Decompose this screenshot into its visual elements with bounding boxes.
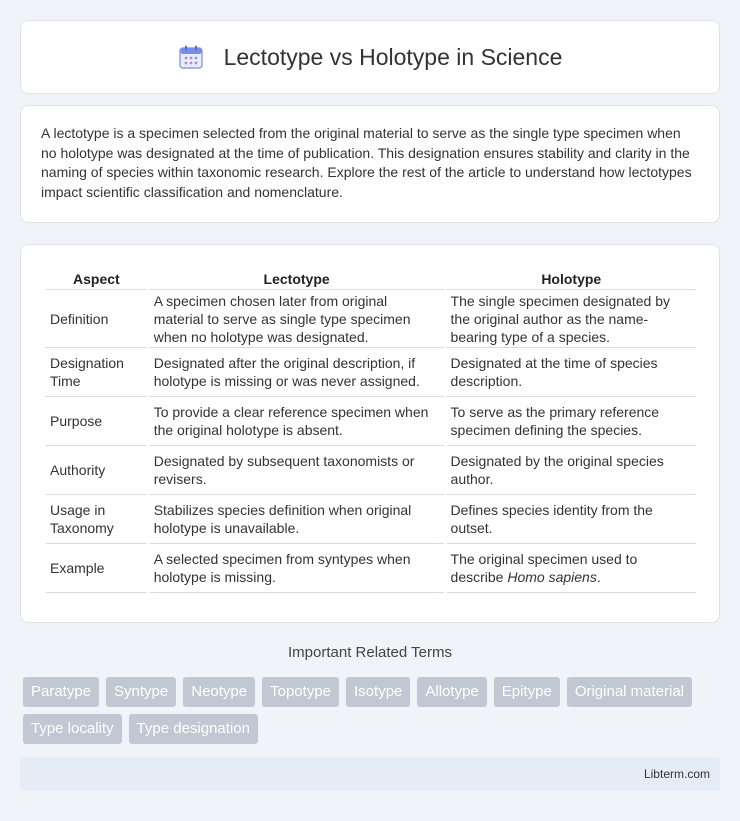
table-cell: A specimen chosen later from original material to serve as single type specimen when no holotype was designated. bbox=[150, 290, 444, 348]
species-name: Homo sapiens bbox=[507, 569, 597, 585]
table-cell: Purpose bbox=[46, 397, 147, 446]
header-card bbox=[20, 20, 720, 94]
table-cell: Definition bbox=[46, 290, 147, 348]
table-cell: Defines species identity from the outset. bbox=[447, 495, 696, 544]
comparison-card bbox=[20, 244, 720, 623]
related-terms-title: Important Related Terms bbox=[288, 644, 452, 661]
calendar-icon bbox=[178, 44, 204, 70]
tag-allotype[interactable]: Allotype bbox=[417, 677, 486, 707]
table-cell: Designated after the original description, if holotype is missing or was never assigned. bbox=[150, 348, 444, 397]
table-row bbox=[46, 290, 696, 348]
table-cell: Example bbox=[46, 544, 147, 593]
table-cell: To serve as the primary reference specimen defining the species. bbox=[447, 397, 696, 446]
table-cell: Designated by the original species author. bbox=[447, 446, 696, 495]
table-cell: Stabilizes species definition when original holotype is unavailable. bbox=[150, 495, 444, 544]
table-row bbox=[46, 348, 696, 397]
tag-syntype[interactable]: Syntype bbox=[106, 677, 176, 707]
table-row bbox=[46, 446, 696, 495]
table-cell: Designated at the time of species description. bbox=[447, 348, 696, 397]
footer bbox=[20, 757, 720, 791]
column-header: Aspect bbox=[46, 265, 147, 290]
related-terms-list bbox=[23, 677, 723, 744]
table-header-row bbox=[46, 265, 696, 290]
column-header: Holotype bbox=[447, 265, 696, 290]
tag-original-material[interactable]: Original material bbox=[567, 677, 692, 707]
column-header: Lectotype bbox=[150, 265, 444, 290]
table-row bbox=[46, 397, 696, 446]
table-row bbox=[46, 544, 696, 593]
tag-type-designation[interactable]: Type designation bbox=[129, 714, 258, 744]
table-cell: Designated by subsequent taxonomists or revisers. bbox=[150, 446, 444, 495]
tag-topotype[interactable]: Topotype bbox=[262, 677, 339, 707]
intro-card bbox=[20, 105, 720, 223]
table-cell bbox=[447, 544, 696, 593]
table-cell: A selected specimen from syntypes when holotype is missing. bbox=[150, 544, 444, 593]
table-row bbox=[46, 495, 696, 544]
tag-neotype[interactable]: Neotype bbox=[183, 677, 255, 707]
table-cell: The single specimen designated by the original author as the name-bearing type of a species. bbox=[447, 290, 696, 348]
intro-text: A lectotype is a specimen selected from the original material to serve as the single type specimen when no holotype was designated at the time of publication. This designation ensures stability and clarity in the naming of species within taxonomic research. Explore the rest of the article to understand how lectotypes impact scientific classification and nomenclature. bbox=[41, 125, 692, 200]
tag-epitype[interactable]: Epitype bbox=[494, 677, 560, 707]
table-cell: Usage in Taxonomy bbox=[46, 495, 147, 544]
tag-paratype[interactable]: Paratype bbox=[23, 677, 99, 707]
example-text: The original specimen used to describe bbox=[450, 551, 638, 585]
table-cell: Designation Time bbox=[46, 348, 147, 397]
comparison-table bbox=[43, 265, 699, 593]
table-cell: To provide a clear reference specimen when the original holotype is absent. bbox=[150, 397, 444, 446]
table-cell: Authority bbox=[46, 446, 147, 495]
tag-isotype[interactable]: Isotype bbox=[346, 677, 410, 707]
footer-link[interactable]: Libterm.com bbox=[643, 767, 710, 781]
example-period: . bbox=[596, 569, 601, 585]
tag-type-locality[interactable]: Type locality bbox=[23, 714, 122, 744]
page-title: Lectotype vs Holotype in Science bbox=[223, 43, 563, 70]
